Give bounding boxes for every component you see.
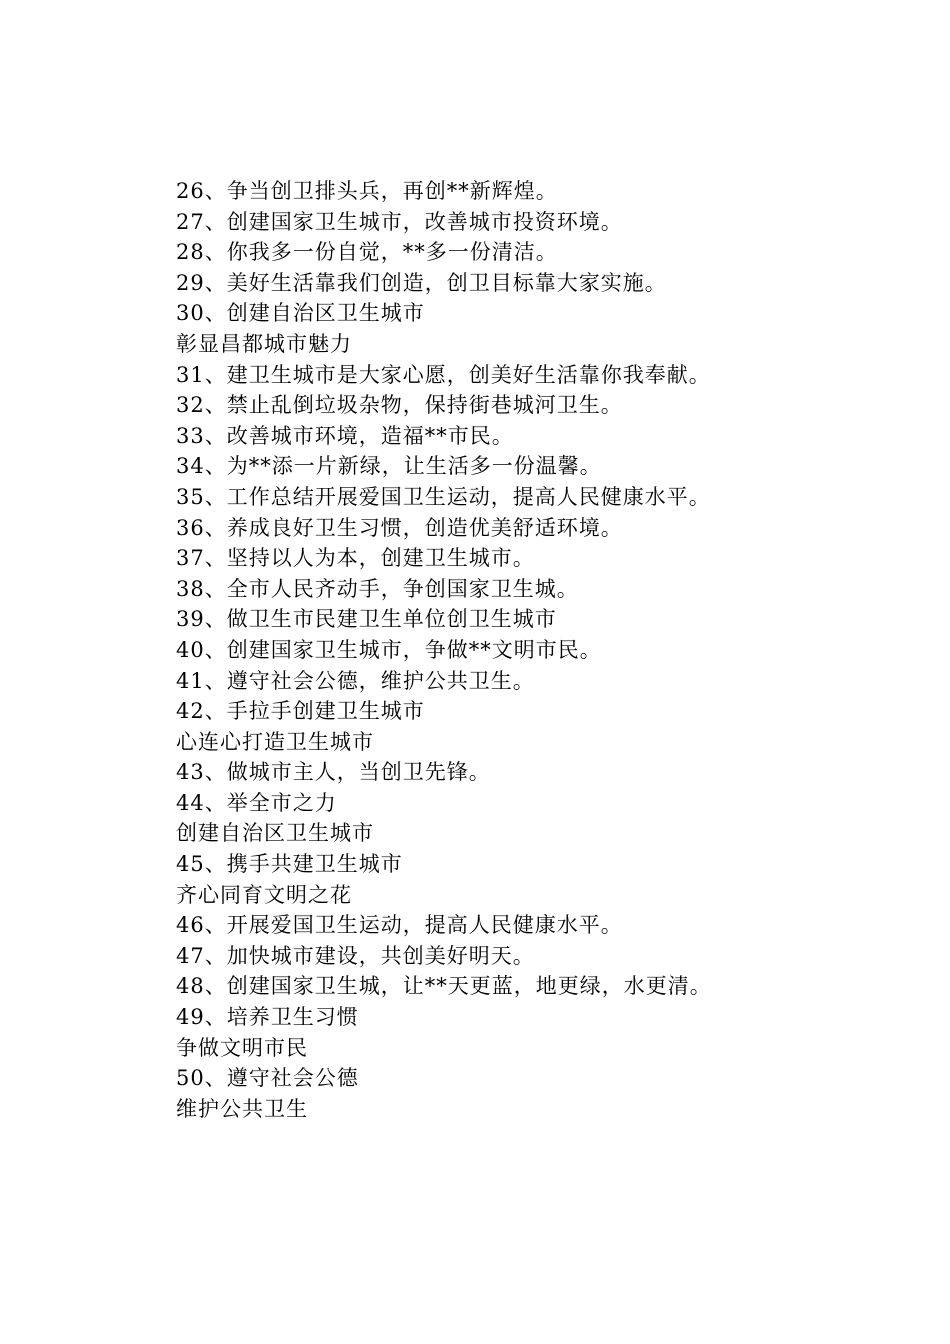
text-line: 齐心同育文明之花: [176, 882, 352, 907]
text-line: 40、创建国家卫生城市，争做**文明市民。: [176, 637, 602, 662]
text-line: 心连心打造卫生城市: [176, 729, 374, 754]
text-line: 创建自治区卫生城市: [176, 821, 374, 846]
text-line: 41、遵守社会公德，维护公共卫生。: [176, 668, 535, 693]
text-line: 49、培养卫生习惯: [176, 1005, 359, 1030]
text-line: 31、建卫生城市是大家心愿，创美好生活靠你我奉献。: [176, 362, 711, 387]
slogan-list: [176, 176, 876, 1124]
text-line: 38、全市人民齐动手，争创国家卫生城。: [176, 576, 579, 601]
text-line: 30、创建自治区卫生城市: [176, 301, 425, 326]
text-line: 47、加快城市建设，共创美好明天。: [176, 943, 535, 968]
text-line: 26、争当创卫排头兵，再创**新辉煌。: [176, 179, 558, 203]
text-line: 争做文明市民: [176, 1035, 308, 1060]
text-line: 45、携手共建卫生城市: [176, 852, 403, 877]
text-line: 维护公共卫生: [176, 1096, 308, 1121]
text-line: 42、手拉手创建卫生城市: [176, 699, 425, 724]
text-line: 46、开展爱国卫生运动，提高人民健康水平。: [176, 913, 623, 938]
text-line: 33、改善城市环境，造福**市民。: [176, 423, 514, 448]
text-line: 37、坚持以人为本，创建卫生城市。: [176, 546, 535, 571]
text-line: 44、举全市之力: [176, 790, 337, 815]
text-line: 27、创建国家卫生城市，改善城市投资环境。: [176, 209, 623, 234]
text-line: 50、遵守社会公德: [176, 1066, 359, 1091]
text-line: 彰显昌都城市魅力: [176, 331, 352, 356]
text-line: 29、美好生活靠我们创造，创卫目标靠大家实施。: [176, 270, 667, 295]
text-line: 36、养成良好卫生习惯，创造优美舒适环境。: [176, 515, 623, 540]
text-line: 34、为**添一片新绿，让生活多一份温馨。: [176, 454, 602, 479]
text-line: 32、禁止乱倒垃圾杂物，保持街巷城河卫生。: [176, 393, 623, 418]
text-line: 43、做城市主人，当创卫先锋。: [176, 760, 491, 785]
text-line: 39、做卫生市民建卫生单位创卫生城市: [176, 607, 557, 632]
text-line: 35、工作总结开展爱国卫生运动，提高人民健康水平。: [176, 484, 711, 509]
text-line: 28、你我多一份自觉，**多一份清洁。: [176, 240, 558, 265]
text-line: 48、创建国家卫生城，让**天更蓝，地更绿，水更清。: [176, 974, 712, 999]
